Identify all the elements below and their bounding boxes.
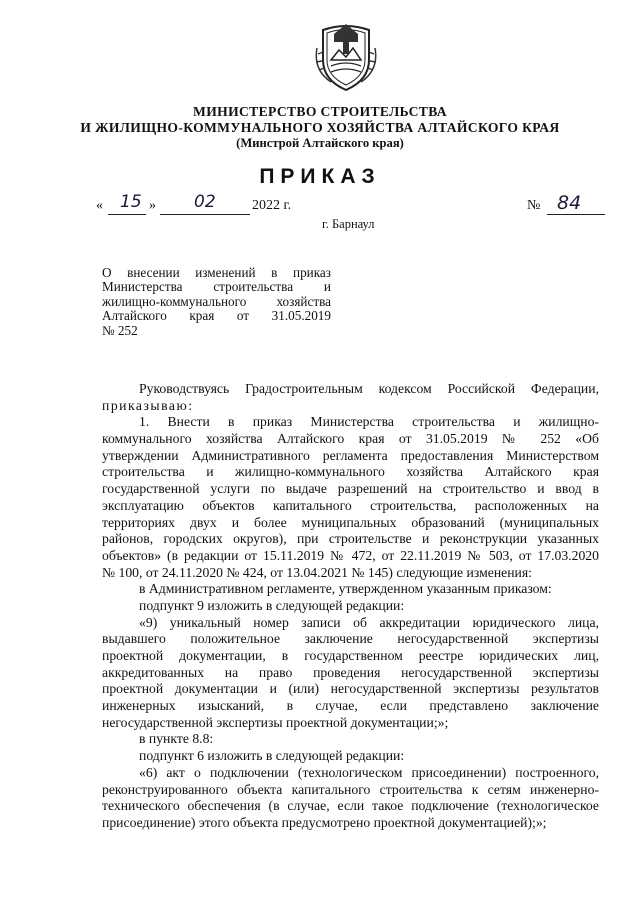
body-line: в Административном регламенте, утвержденном указанным приказом: [139,581,552,597]
body-line: государственной услуги по выдаче разрешений на строительство и ввод в [102,481,599,497]
order-body [102,381,599,832]
body-line: инженерных изысканий, в случае, если представлено заключение [102,698,599,714]
document-title: ПРИКАЗ [259,165,381,188]
subject-line: О внесении изменений в приказ [102,265,331,280]
subject-line: № 252 [102,322,138,338]
order-subject [102,266,331,338]
date-day-underline [108,214,146,215]
body-line: присоединение) этого объекта предусмотрено проектной документацией);»; [102,814,547,830]
subject-line: Министерства строительства и [102,279,331,295]
date-year: 2022 г. [252,198,292,213]
body-line: подпункт 6 изложить в следующей редакции: [139,748,405,764]
ministry-name-line2: И ЖИЛИЩНО-КОММУНАЛЬНОГО ХОЗЯЙСТВА АЛТАЙСКОГО КРАЯ [80,120,560,135]
subject-line: жилищно-коммунального хозяйства [102,293,331,309]
body-line: объектов» (в редакции от 15.11.2019 № 472, от 22.11.2019 № 503, от 17.03.2020 [102,547,599,563]
date-month-underline [160,214,250,215]
body-line: 1. Внести в приказ Министерства строительства и жилищно- [139,414,599,430]
body-line: реконструированного объекта капитального строительства к сетям инженерно- [102,781,599,797]
body-line: технического обеспечения (в случае, если такое подключение (технологическое [102,798,599,814]
body-line: утверждении Административного регламента предоставления Министерством [102,447,599,463]
body-line: проектной документации и (или) негосударственной экспертизы результатов [102,681,599,697]
body-line: коммунального хозяйства Алтайского края от 31.05.2019 № 252 «Об [102,431,599,447]
date-month-handwritten: 02 [194,192,216,212]
date-open-quote: « [96,198,103,213]
order-number-handwritten: 84 [557,192,582,214]
subject-line: Алтайского края от 31.05.2019 [102,308,331,324]
number-underline [547,214,605,215]
city: г. Барнаул [322,217,375,231]
body-line: подпункт 9 изложить в следующей редакции: [139,597,405,613]
body-line: «6) акт о подключении (технологическом присоединении) построенного, [139,764,599,780]
coat-of-arms-icon [313,20,379,92]
ministry-name-line1: МИНИСТЕРСТВО СТРОИТЕЛЬСТВА [193,104,447,119]
body-line: Руководствуясь Градостроительным кодексом Российской Федерации, [139,381,599,396]
body-line: аккредитованных на право проведения негосударственной экспертизы [102,664,599,680]
body-line: проектной документации, в государственном реестре юридических лиц, [102,648,599,663]
body-line: строительства и жилищно-коммунального хозяйства Алтайского края [102,464,599,480]
body-line: № 100, от 24.11.2020 № 424, от 13.04.2021 № 145) следующие изменения: [102,564,532,580]
body-line: в пункте 8.8: [139,731,214,747]
body-line: выдавшего положительное заключение негосударственной экспертизы [102,631,599,647]
number-sign: № [527,198,541,213]
body-line: территориях двух и более муниципальных образований (муниципальных [102,514,599,530]
body-line: районов, городских округов), при строительстве и реконструкции указанных [102,531,599,547]
order-number [527,192,607,218]
body-line: приказываю: [102,397,194,413]
ministry-short-name: (Минстрой Алтайского края) [236,136,404,150]
body-line: эксплуатацию объектов капитального строительства, расположенных на [102,497,599,513]
body-line: негосударственной экспертизы проектной документации;»; [102,714,449,730]
date-close-quote: » [149,198,156,213]
body-line: «9) уникальный номер записи об аккредитации юридического лица, [139,614,599,630]
date-day-handwritten: 15 [120,192,142,212]
